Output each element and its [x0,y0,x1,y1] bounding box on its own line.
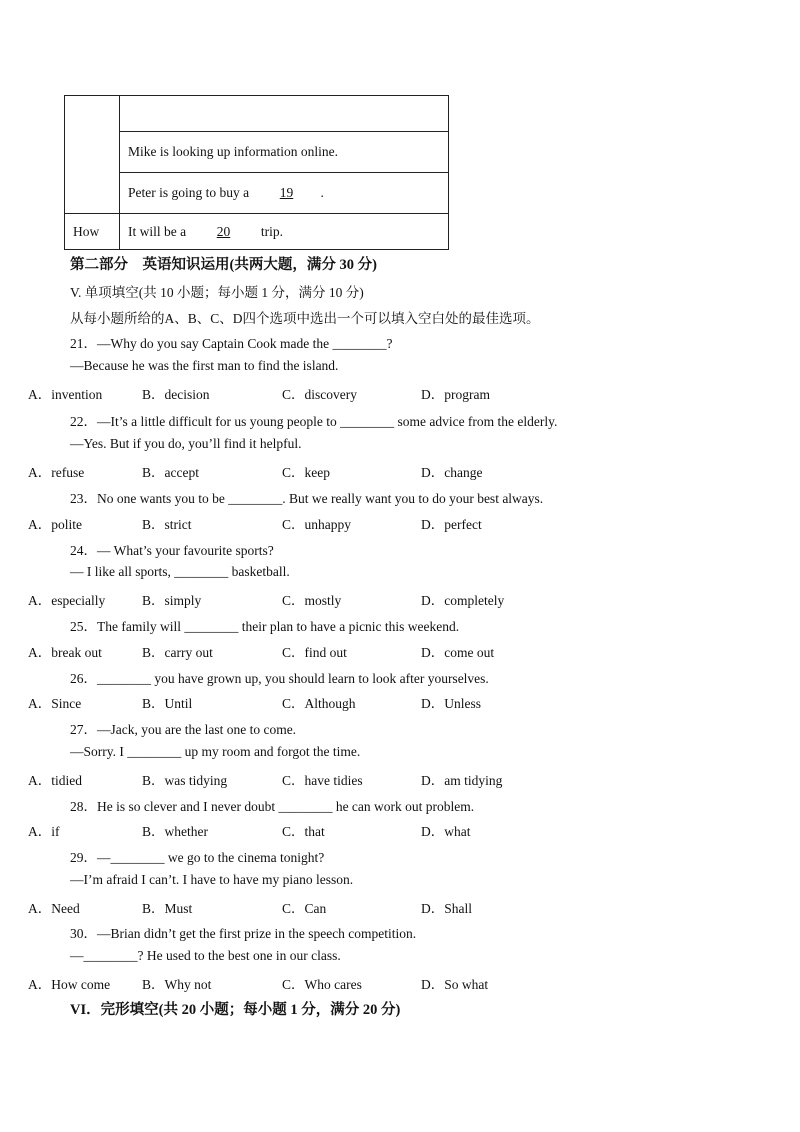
option-a[interactable]: A．if [28,824,60,839]
table-cell [120,173,449,214]
table-cell [120,214,449,250]
option-d[interactable]: D．Unless [421,696,481,711]
question-28-line: 28．He is so clever and I never doubt ________ he can work out problem. [70,799,475,814]
option-a[interactable]: A．How come [28,977,111,992]
table-cell-left [65,96,120,214]
table-cell [120,96,449,132]
table-row [65,96,449,132]
question-29-options [0,897,700,915]
table-cell: Mike is looking up information online. [120,132,449,173]
option-b[interactable]: B．was tidying [142,773,228,788]
question-24-options [0,589,700,607]
option-a[interactable]: A．especially [28,593,106,608]
option-c[interactable]: C．unhappy [282,517,351,532]
section5-instruction: 从每小题所给的A、B、C、D四个选项中选出一个可以填入空白处的最佳选项。 [70,311,540,326]
question-30-line: —________? He used to the best one in our class. [70,948,341,963]
option-a[interactable]: A．tidied [28,773,82,788]
table-row [65,132,449,173]
option-a[interactable]: A．invention [28,387,103,402]
option-b[interactable]: B．Until [142,696,193,711]
question-21-line: 21．—Why do you say Captain Cook made the ________? [70,336,393,351]
question-22-line: —Yes. But if you do, you’ll find it helpful. [70,436,302,451]
question-30-line: 30．—Brian didn’t get the first prize in the speech competition. [70,926,417,941]
table-text: trip. [260,223,283,239]
option-c[interactable]: C．Can [282,901,327,916]
option-d[interactable]: D．So what [421,977,489,992]
option-a[interactable]: A．Need [28,901,80,916]
option-d[interactable]: D．change [421,465,483,480]
section6-heading: VI．完形填空(共 20 小题；每小题 1 分，满分 20 分) [70,1002,401,1018]
question-21-line: —Because he was the first man to find the island. [70,358,339,373]
blank-19: 19 [279,185,294,200]
option-b[interactable]: B．decision [142,387,210,402]
option-d[interactable]: D．completely [421,593,505,608]
question-22-options [0,461,700,479]
option-b[interactable]: B．simply [142,593,202,608]
option-c[interactable]: C．find out [282,645,347,660]
question-24-line: 24．— What’s your favourite sports? [70,543,274,558]
question-26-line: 26．________ you have grown up, you should learn to look after yourselves. [70,671,489,686]
option-b[interactable]: B．Must [142,901,193,916]
option-b[interactable]: B．strict [142,517,192,532]
option-d[interactable]: D．what [421,824,471,839]
question-26-options [0,692,700,710]
option-d[interactable]: D．am tidying [421,773,503,788]
option-c[interactable]: C．that [282,824,325,839]
question-24-line: — I like all sports, ________ basketball. [70,564,290,579]
question-29-line: 29．—________ we go to the cinema tonight? [70,850,325,865]
option-a[interactable]: A．refuse [28,465,85,480]
option-d[interactable]: D．come out [421,645,495,660]
table-row [65,173,449,214]
table-text: . [320,185,324,200]
option-d[interactable]: D．Shall [421,901,473,916]
question-27-options [0,769,700,787]
option-c[interactable]: C．keep [282,465,330,480]
question-27-line: 27．—Jack, you are the last one to come. [70,722,297,737]
option-b[interactable]: B．accept [142,465,199,480]
option-c[interactable]: C．mostly [282,593,342,608]
question-30-options [0,973,700,991]
blank-20: 20 [216,223,231,239]
option-b[interactable]: B．whether [142,824,208,839]
option-c[interactable]: C．Although [282,696,356,711]
table-text: It will be a [128,223,187,239]
option-a[interactable]: A．polite [28,517,82,532]
option-c[interactable]: C．have tidies [282,773,363,788]
question-23-line: 23．No one wants you to be ________. But we really want you to do your best always. [70,491,544,506]
question-22-line: 22．—It’s a little difficult for us young people to ________ some advice from the elderly. [70,414,558,429]
question-27-line: —Sorry. I ________ up my room and forgot the time. [70,744,361,759]
option-a[interactable]: A．Since [28,696,82,711]
part2-heading: 第二部分 英语知识运用(共两大题，满分 30 分) [70,257,377,273]
table-cell-left: How [65,214,120,250]
option-b[interactable]: B．carry out [142,645,213,660]
option-a[interactable]: A．break out [28,645,102,660]
section5-title: V. 单项填空(共 10 小题；每小题 1 分，满分 10 分) [70,285,364,300]
option-c[interactable]: C．discovery [282,387,357,402]
answer-table [64,95,449,250]
table-text: Peter is going to buy a [128,185,250,200]
question-21-options [0,383,700,401]
option-d[interactable]: D．program [421,387,490,402]
table-row [65,214,449,250]
question-28-options [0,820,700,838]
question-25-options [0,641,700,659]
question-29-line: —I’m afraid I can’t. I have to have my piano lesson. [70,872,354,887]
option-c[interactable]: C．Who cares [282,977,362,992]
option-b[interactable]: B．Why not [142,977,212,992]
question-23-options [0,513,700,531]
question-25-line: 25．The family will ________ their plan to have a picnic this weekend. [70,619,460,634]
option-d[interactable]: D．perfect [421,517,482,532]
